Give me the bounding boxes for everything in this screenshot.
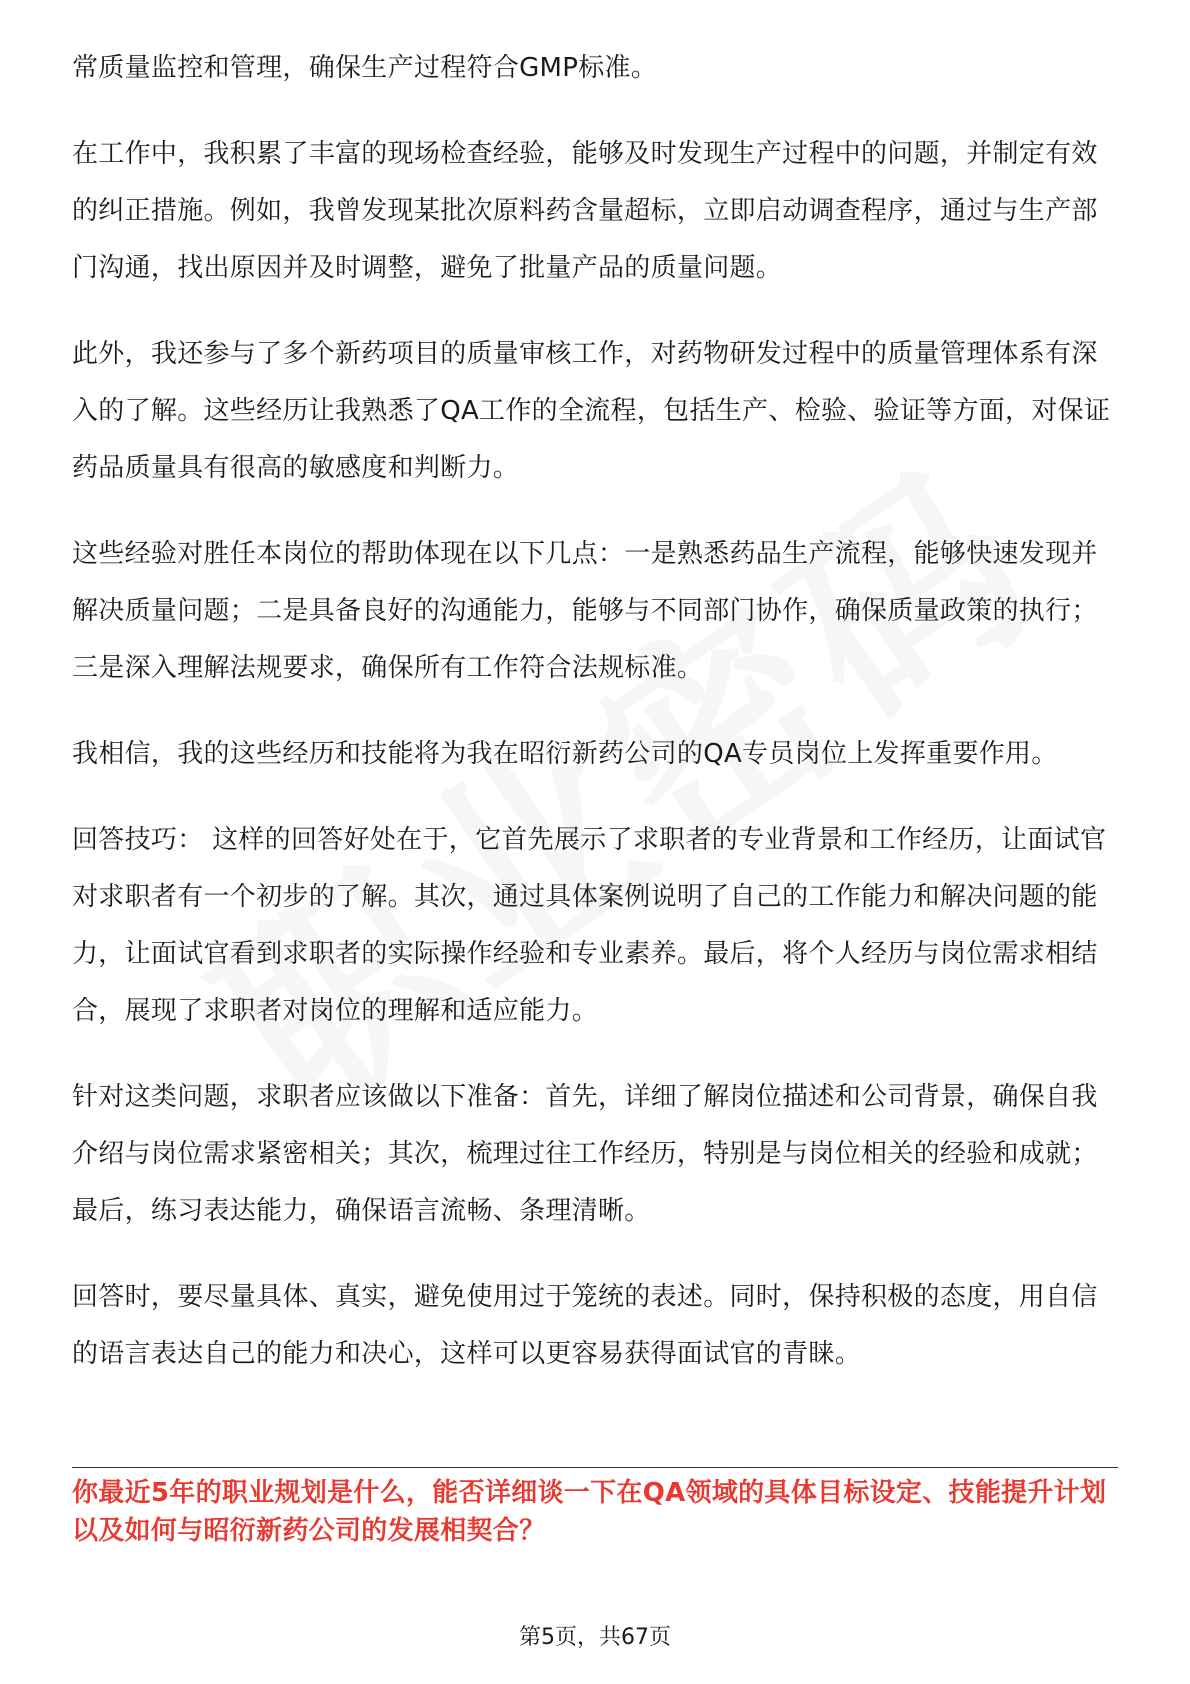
paragraph: 我相信，我的这些经历和技能将为我在昭衍新药公司的QA专员岗位上发挥重要作用。 (72, 739, 1058, 769)
paragraph: 针对这类问题，求职者应该做以下准备：首先，详细了解岗位描述和公司背景，确保自我介绍与岗位需求紧密相关；其次，梳理过往工作经历，特别是与岗位相关的经验和成就；最后，练习表达能力，确保语言流畅、条理清晰。 (72, 1082, 1098, 1226)
section-divider (72, 1467, 1118, 1468)
document-body (72, 40, 1118, 1412)
paragraph: 这些经验对胜任本岗位的帮助体现在以下几点：一是熟悉药品生产流程，能够快速发现并解决质量问题；二是具备良好的沟通能力，能够与不同部门协作，确保质量政策的执行；三是深入理解法规要求，确保所有工作符合法规标准。 (72, 539, 1098, 683)
page-number: 第5页，共67页 (519, 1625, 671, 1650)
paragraph: 回答时，要尽量具体、真实，避免使用过于笼统的表述。同时，保持积极的态度，用自信的语言表达自己的能力和决心，这样可以更容易获得面试官的青睐。 (72, 1282, 1098, 1369)
paragraph: 回答技巧： 这样的回答好处在于，它首先展示了求职者的专业背景和工作经历，让面试官对求职者有一个初步的了解。其次，通过具体案例说明了自己的工作能力和解决问题的能力，让面试官看到求职者的实际操作经验和专业素养。最后，将个人经历与岗位需求相结合，展现了求职者对岗位的理解和适应能力。 (72, 825, 1107, 1026)
next-question-heading: 你最近5年的职业规划是什么，能否详细谈一下在QA领域的具体目标设定、技能提升计划以及如何与昭衍新药公司的发展相契合？ (72, 1478, 1107, 1546)
paragraph: 在工作中，我积累了丰富的现场检查经验，能够及时发现生产过程中的问题，并制定有效的纠正措施。例如，我曾发现某批次原料药含量超标，立即启动调查程序，通过与生产部门沟通，找出原因并及时调整，避免了批量产品的质量问题。 (72, 139, 1098, 283)
paragraph: 此外，我还参与了多个新药项目的质量审核工作，对药物研发过程中的质量管理体系有深入的了解。这些经历让我熟悉了QA工作的全流程，包括生产、检验、验证等方面，对保证药品质量具有很高的敏感度和判断力。 (72, 339, 1111, 483)
paragraph: 常质量监控和管理，确保生产过程符合GMP标准。 (72, 53, 658, 83)
